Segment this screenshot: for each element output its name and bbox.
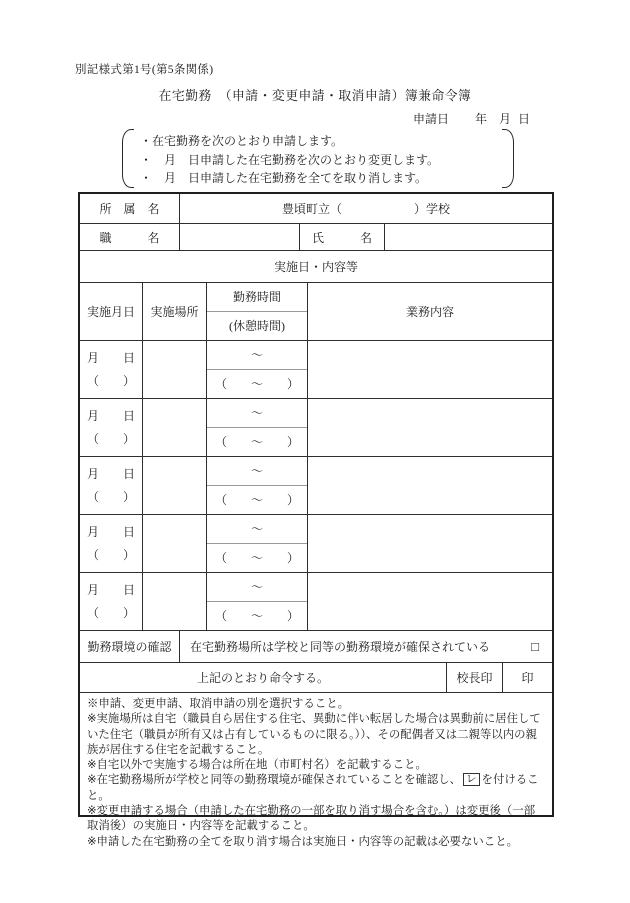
month-day-label: 月 日 [86, 524, 135, 539]
date-cell[interactable] [80, 515, 143, 572]
date-cell[interactable] [80, 573, 143, 630]
entry-row-3 [80, 457, 552, 515]
environment-check-checkbox[interactable]: □ [531, 638, 539, 654]
time-cell[interactable] [207, 573, 308, 630]
date-cell[interactable] [80, 457, 143, 514]
principal-seal-label: 校長印 [447, 663, 503, 692]
form-title: 在宅勤務 （申請・変更申請・取消申請）簿兼命令簿 [158, 89, 472, 103]
declaration-cancel-line: ・ 月 日申請した在宅勤務を全てを取り消します。 [140, 171, 428, 186]
time-cell[interactable] [207, 399, 308, 456]
place-input-cell[interactable] [143, 399, 207, 456]
content-input-cell[interactable] [308, 573, 552, 630]
order-statement: 上記のとおり命令する。 [80, 663, 447, 692]
month-day-label: 月 日 [86, 582, 135, 597]
month-day-label: 月 日 [86, 466, 135, 481]
affiliation-row [80, 194, 552, 224]
section-header-row [80, 251, 552, 283]
column-header-content: 業務内容 [405, 305, 454, 319]
time-cell[interactable] [207, 341, 308, 398]
weekday-paren-label: （ ） [86, 548, 135, 563]
environment-check-cell [180, 631, 552, 662]
break-time-label: (休憩時間) [229, 319, 285, 334]
entry-row-4 [80, 515, 552, 573]
weekday-paren-label: （ ） [86, 490, 135, 505]
environment-check-row [80, 631, 552, 663]
note-3: ※自宅以外で実施する場合は所在地（市町村名）を記載すること。 [87, 759, 427, 772]
hours-tilde: ～ [207, 399, 307, 428]
hours-tilde: ～ [207, 573, 307, 602]
right-bracket [502, 129, 514, 188]
break-paren: （ ～ ） [214, 493, 299, 508]
date-cell[interactable] [80, 341, 143, 398]
entry-row-1 [80, 341, 552, 399]
form-number: 別記様式第1号(第5条関係) [75, 64, 214, 76]
note-1: ※申請、変更申請、取消申請の別を選択すること。 [87, 698, 349, 710]
footnotes-row [80, 693, 552, 848]
hours-tilde: ～ [207, 457, 307, 486]
telework-form-table [78, 192, 554, 848]
column-header-place: 実施場所 [143, 283, 207, 340]
month-label: 月 [499, 112, 512, 126]
note-2: ※実施場所は自宅（職員自ら居住する住宅、異動に伴い転居した場合は異動前に居住していた住宅（職員が所有又は占有しているものに限る。））、その配偶者又は二親等以内の親族が居住する住宅を記載すること。 [87, 713, 541, 756]
declaration-block [122, 129, 514, 188]
environment-check-label: 勤務環境の確認 [80, 631, 180, 662]
break-paren: （ ～ ） [214, 551, 299, 566]
date-cell[interactable] [80, 399, 143, 456]
footnotes [80, 693, 552, 848]
job-name-row [80, 224, 552, 251]
break-paren: （ ～ ） [214, 609, 299, 624]
day-label: 日 [518, 112, 531, 126]
break-paren: （ ～ ） [214, 435, 299, 450]
declaration-change-line: ・ 月 日申請した在宅勤務を次のとおり変更します。 [140, 152, 440, 167]
section-header: 実施日・内容等 [273, 260, 358, 274]
place-input-cell[interactable] [143, 457, 207, 514]
month-day-label: 月 日 [86, 350, 135, 365]
job-title-input-cell[interactable] [180, 224, 300, 250]
column-header-date: 実施月日 [80, 283, 143, 340]
seal-label[interactable]: 印 [521, 671, 534, 685]
entry-row-5 [80, 573, 552, 631]
work-hours-label: 勤務時間 [207, 283, 307, 312]
job-title-label: 職 名 [80, 224, 180, 250]
weekday-paren-label: （ ） [86, 606, 135, 621]
environment-check-statement: 在宅勤務場所は学校と同等の勤務環境が確保されている [190, 640, 491, 654]
hours-tilde: ～ [207, 515, 307, 544]
weekday-paren-label: （ ） [86, 374, 135, 389]
content-input-cell[interactable] [308, 515, 552, 572]
break-paren: （ ～ ） [214, 377, 299, 392]
time-cell[interactable] [207, 515, 308, 572]
place-input-cell[interactable] [143, 573, 207, 630]
left-bracket [122, 129, 134, 188]
content-input-cell[interactable] [308, 457, 552, 514]
content-input-cell[interactable] [308, 341, 552, 398]
entry-row-2 [80, 399, 552, 457]
application-date-label: 申請日 [413, 112, 450, 126]
place-input-cell[interactable] [143, 515, 207, 572]
affiliation-label: 所 属 名 [80, 194, 180, 223]
hours-tilde: ～ [207, 341, 307, 370]
note-5: ※変更申請する場合（申請した在宅勤務の一部を取り消す場合を含む。）は変更後（一部取消後）の実施日・内容等を記載すること。 [87, 805, 536, 833]
application-date-line [0, 110, 630, 126]
month-day-label: 月 日 [86, 408, 135, 423]
note-6: ※申請した在宅勤務の全てを取り消す場合は実施日・内容等の記載は必要ないこと。 [87, 835, 518, 848]
name-label: 氏 名 [300, 224, 385, 250]
year-label: 年 [475, 112, 488, 126]
order-row [80, 663, 552, 693]
name-input-cell[interactable] [385, 224, 552, 250]
content-input-cell[interactable] [308, 399, 552, 456]
note-4-prefix: ※在宅勤務場所が学校と同等の勤務環境が確保されていることを確認し、 [87, 774, 462, 787]
affiliation-value[interactable]: 豊頃町立（ ）学校 [281, 202, 450, 216]
time-cell[interactable] [207, 457, 308, 514]
place-input-cell[interactable] [143, 341, 207, 398]
declaration-apply-line: ・在宅勤務を次のとおり申請します。 [140, 134, 344, 148]
note-4-suffix: を付けること。 [87, 774, 539, 802]
weekday-paren-label: （ ） [86, 432, 135, 447]
column-header-row [80, 283, 552, 341]
column-header-time [207, 283, 308, 340]
check-mark-box: レ [463, 773, 480, 786]
